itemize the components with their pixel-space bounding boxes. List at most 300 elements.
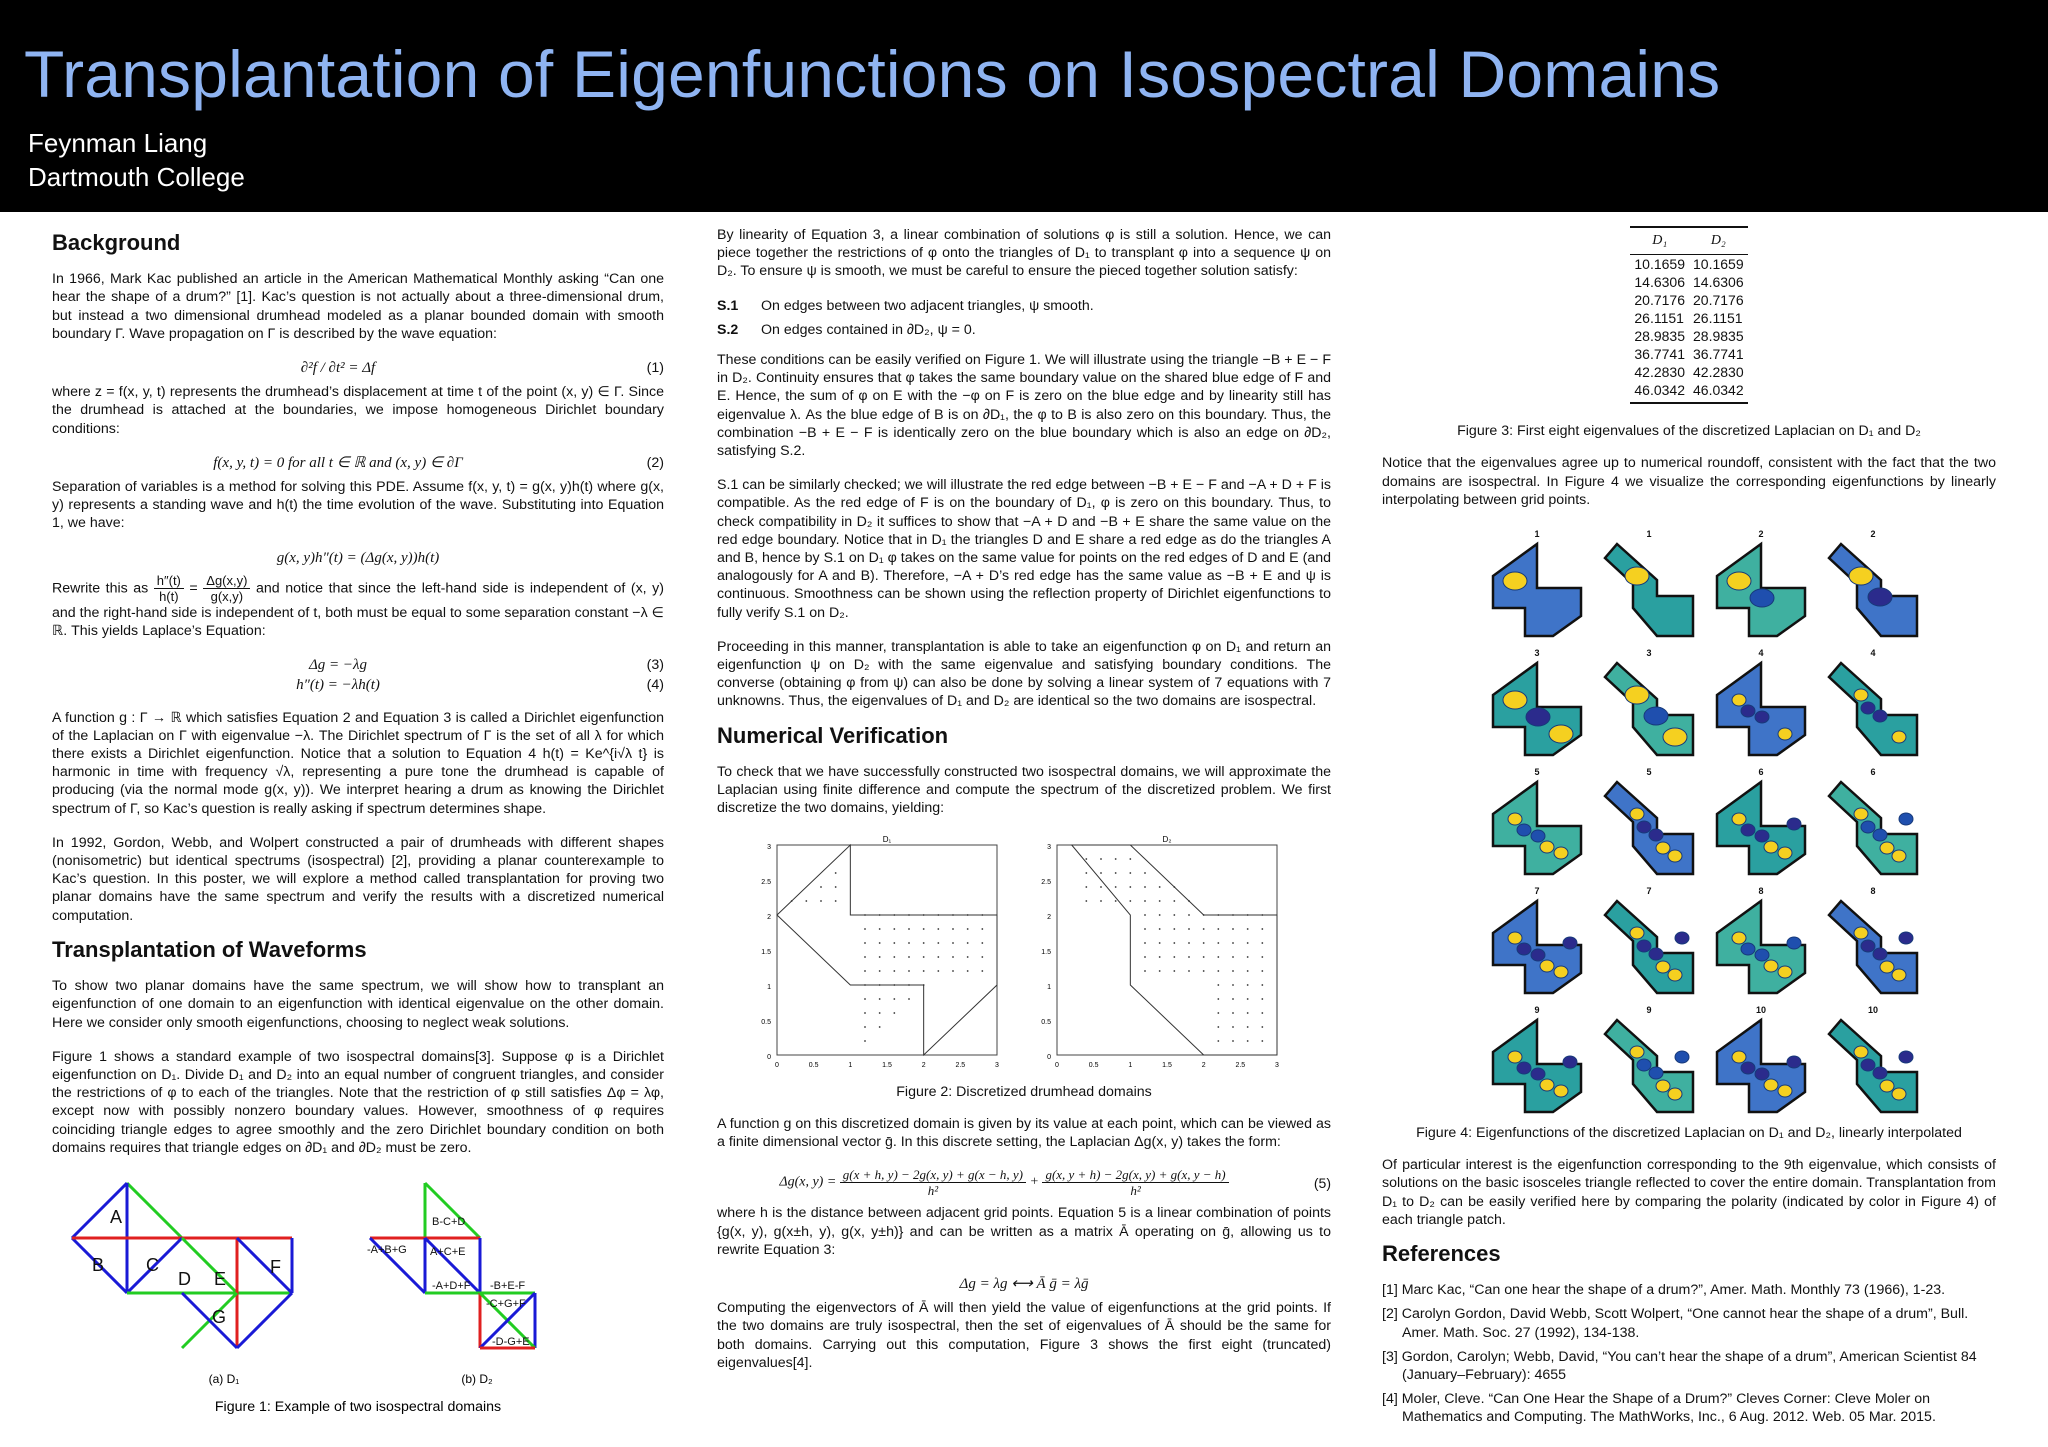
x-tick-label: 1 [848, 1062, 853, 1070]
eigenvalue-table-body [1630, 255, 1747, 404]
eigenfunction-plot [1818, 763, 1928, 878]
poster-title: Transplantation of Eigenfunctions on Isospectral Domains [24, 37, 1721, 111]
edge-blue [237, 1293, 292, 1348]
contour-blob [1755, 949, 1769, 961]
eigenfunction-index: 8 [1758, 886, 1764, 897]
grid-point [1144, 943, 1146, 945]
grid-point [1247, 985, 1249, 987]
fraction-numerator: g(x, y + h) − 2g(x, y) + g(x, y − h) [1042, 1167, 1228, 1183]
eigenfunction-index: 1 [1646, 529, 1652, 540]
triangle-label: A+C+E [430, 1245, 466, 1258]
contour-blob [1861, 940, 1875, 952]
rewrite-text: and notice that since the left-hand side is independent of (x, y) and the right-hand side is independent of t, both must be equal to some separation constant −λ ∈ ℝ. This yields Laplace’s Equation: [52, 580, 664, 640]
grid-point [893, 915, 895, 917]
equation-1-body: ∂²f / ∂t² = Δf [300, 360, 376, 377]
transplant-paragraph: Figure 1 shows a standard example of two isospectral domains[3]. Suppose φ is a Dirichlet eigenfunction on D₁. Divide D₁ and D₂ into an equal number of congruent triangles, and consider the restrictions of φ to each of the triangles. Note that the restriction of φ still satisfies Δφ = λφ, except now with possibly nonzero boundary values. However, smoothness of φ requires coinciding triangle edges to agree smoothly and the zero Dirichlet boundary condition on both domains requires that triangle edges on ∂D₁ and ∂D₂ must be zero. [52, 1048, 664, 1156]
grid-point [893, 957, 895, 959]
x-tick-label: 2.5 [1235, 1062, 1246, 1070]
x-tick-label: 2.5 [955, 1062, 966, 1070]
table-cell: 26.1151 [1693, 310, 1743, 327]
grid-point [1247, 1041, 1249, 1043]
fraction [840, 1167, 1026, 1198]
grid-point [923, 957, 925, 959]
grid-point [952, 957, 954, 959]
grid-point [864, 943, 866, 945]
contour-blob [1778, 966, 1792, 978]
figure-2 [717, 833, 1331, 1073]
contour-blob [1517, 1062, 1531, 1074]
edge-green [127, 1183, 182, 1238]
eigenfunction-plot [1482, 763, 1592, 878]
contour-blob [1531, 1068, 1545, 1080]
eigenfunction-heatmap [1821, 774, 1925, 878]
grid-point [879, 929, 881, 931]
x-tick-label: 3 [1275, 1062, 1279, 1070]
grid-point [981, 929, 983, 931]
eigenfunction-plot [1818, 882, 1928, 997]
background-paragraph: where z = f(x, y, t) represents the drumhead’s displacement at time t of the point (x, y) ∈ Γ. Since the drumhead is attached at the boundaries, we impose homogeneous Dirichlet boundary conditions: [52, 384, 664, 437]
grid-point [1144, 901, 1146, 903]
x-tick-label: 0.5 [808, 1062, 819, 1070]
equation-2 [52, 454, 664, 472]
eigenfunction-index: 7 [1534, 886, 1540, 897]
contour-blob [1861, 821, 1875, 833]
grid-point [1217, 943, 1219, 945]
grid-point [1217, 1027, 1219, 1029]
eigenfunction-plot [1594, 1001, 1704, 1116]
grid-point [1203, 957, 1205, 959]
contour-blob [1732, 813, 1746, 825]
grid-point [879, 999, 881, 1001]
equation-5-plus: + [1029, 1175, 1039, 1191]
figure-4-caption: Figure 4: Eigenfunctions of the discretized Laplacian on D₁ and D₂, linearly interpolated [1416, 1125, 1962, 1142]
y-tick-label: 3 [767, 844, 771, 852]
grid-point [864, 999, 866, 1001]
contour-blob [1778, 728, 1792, 740]
contour-blob [1892, 1088, 1906, 1100]
grid-point [908, 971, 910, 973]
contour-blob [1787, 818, 1801, 830]
x-tick-label: 1.5 [882, 1062, 892, 1070]
contour-blob [1554, 1085, 1568, 1097]
eigenfunction-plot [1706, 882, 1816, 997]
grid-point [1247, 915, 1249, 917]
x-tick-label: 3 [995, 1062, 999, 1070]
eigenfunction-plot [1706, 525, 1816, 640]
grid-point [1217, 1013, 1219, 1015]
table-cell: 36.7741 [1693, 346, 1744, 363]
contour-blob [1899, 932, 1913, 944]
grid-point [908, 943, 910, 945]
triangle-label: B-C+D [432, 1215, 466, 1228]
grid-point [864, 1041, 866, 1043]
table-cell: 42.2830 [1693, 364, 1744, 381]
contour-blob [1637, 821, 1651, 833]
grid-point [937, 929, 939, 931]
table-row [1630, 381, 1747, 403]
equation-5-body [717, 1167, 1291, 1198]
contour-blob [1741, 824, 1755, 836]
grid-point [864, 1013, 866, 1015]
grid-point [1203, 971, 1205, 973]
triangle-label: F [270, 1256, 281, 1277]
eigenvalue-table [1630, 226, 1747, 404]
contour-blob [1787, 937, 1801, 949]
eigenfunction-heatmap [1821, 893, 1925, 997]
contour-blob [1732, 1051, 1746, 1063]
equation-2-body: f(x, y, t) = 0 for all t ∈ ℝ and (x, y) ∈ ∂Γ [213, 454, 463, 471]
grid-point [1203, 943, 1205, 945]
eigenfunction-heatmap [1821, 536, 1925, 640]
grid-point [967, 943, 969, 945]
equation-separation-body: g(x, y)h″(t) = (Δg(x, y))h(t) [276, 549, 440, 566]
figure-1 [52, 1173, 664, 1423]
grid-point [1144, 971, 1146, 973]
condition-s2 [717, 321, 1331, 339]
table-row [1630, 273, 1747, 291]
grid-point [864, 915, 866, 917]
contour-blob [1517, 824, 1531, 836]
grid-point [864, 1027, 866, 1029]
grid-point [952, 929, 954, 931]
eigenfunction-heatmap [1597, 893, 1701, 997]
equation-4-body: h″(t) = −λh(t) [296, 677, 380, 694]
y-tick-label: 2.5 [1041, 879, 1051, 887]
condition-label: S.2 [717, 321, 739, 338]
reference-item: [2] Carolyn Gordon, David Webb, Scott Wolpert, “One cannot hear the shape of a drum”, Bull. Amer. Math. Soc. 27 (1992), 134-138. [1382, 1306, 1969, 1341]
grid-point [1232, 985, 1234, 987]
triangle-label: A [110, 1206, 123, 1227]
eigenfunction-heatmap [1821, 655, 1925, 759]
x-tick-label: 1 [1128, 1062, 1133, 1070]
grid-point [1232, 929, 1234, 931]
eigenfunction-index: 4 [1870, 648, 1876, 659]
contour-blob [1741, 943, 1755, 955]
figure-1b-domain [370, 1183, 535, 1348]
grid-point [923, 915, 925, 917]
equation-1 [52, 359, 664, 377]
grid-point [1232, 971, 1234, 973]
grid-point [1085, 887, 1087, 889]
contour-blob [1873, 710, 1887, 722]
grid-point [1261, 971, 1263, 973]
domain-outline [1605, 544, 1693, 636]
condition-label: S.1 [717, 297, 739, 314]
results-paragraph: Notice that the eigenvalues agree up to numerical roundoff, consistent with the fact that the two domains are isospectral. In Figure 4 we visualize the corresponding eigenfunctions by linearly interpolating between grid points. [1382, 455, 1996, 508]
grid-point [1159, 887, 1161, 889]
eigenfunction-index: 10 [1755, 1005, 1766, 1016]
grid-point [1085, 901, 1087, 903]
figure-1a-domain [72, 1183, 292, 1348]
fraction-denominator: h² [1130, 1183, 1141, 1199]
equation-6 [717, 1275, 1331, 1293]
grid-point [835, 901, 837, 903]
triangle-label: -D-G+E [492, 1335, 530, 1348]
contour-blob [1531, 830, 1545, 842]
contour-blob [1649, 829, 1663, 841]
grid-point [1247, 999, 1249, 1001]
contour-blob [1868, 588, 1892, 606]
grid-point [1261, 1027, 1263, 1029]
eigenfunction-index: 10 [1867, 1005, 1878, 1016]
eigenfunction-plot [1706, 1001, 1816, 1116]
table-row [1630, 255, 1747, 274]
grid-point [923, 971, 925, 973]
grid-point [1217, 971, 1219, 973]
table-cell: 36.7741 [1634, 346, 1685, 363]
contour-blob [1656, 842, 1670, 854]
column-left [52, 226, 664, 1428]
contour-blob [1764, 1079, 1778, 1091]
contour-blob [1526, 708, 1550, 726]
contour-blob [1675, 932, 1689, 944]
grid-point [1247, 943, 1249, 945]
contour-blob [1732, 932, 1746, 944]
transplant-paragraph: To show two planar domains have the same spectrum, we will show how to transplant an eigenfunction of one domain to an eigenfunction with identical eigenvalue on the other domain. Here we consider only smooth eigenfunctions, choosing to neglect weak solutions. [52, 978, 664, 1031]
grid-point [1115, 873, 1117, 875]
table-cell: 20.7176 [1693, 292, 1744, 309]
grid-point [1144, 929, 1146, 931]
grid-point [835, 887, 837, 889]
eigenfunction-heatmap [1709, 1012, 1813, 1116]
contour-blob [1755, 830, 1769, 842]
contour-blob [1503, 691, 1527, 709]
grid-point [1100, 887, 1102, 889]
reference-item: [3] Gordon, Carolyn; Webb, David, “You can’t hear the shape of a drum”, American Scientist 84 (January–February): 4655 [1382, 1348, 1977, 1384]
grid-point [1261, 929, 1263, 931]
contour-blob [1625, 686, 1649, 704]
grid-point [1159, 971, 1161, 973]
contour-blob [1656, 1080, 1670, 1092]
equation-5-lhs: Δg(x, y) = [779, 1175, 837, 1191]
grid-point [1129, 901, 1131, 903]
grid-point [1173, 957, 1175, 959]
edge-green [425, 1183, 480, 1238]
grid-point [1159, 901, 1161, 903]
figure-1b-sublabel: (b) D₂ [461, 1371, 493, 1386]
grid-point [1115, 901, 1117, 903]
eigenfunction-heatmap [1821, 1012, 1925, 1116]
contour-blob [1849, 567, 1873, 585]
background-paragraph: In 1992, Gordon, Webb, and Wolpert constructed a pair of drumheads with different shapes (nonisometric) but identical spectrums (isospectral) [2], providing a planar counterexample to Kac’s question. In this poster, we will explore a method called transplantation for proving two planar domains have the same spectrum and verify the results with a discretized numerical computation. [52, 834, 664, 924]
grid-point [937, 957, 939, 959]
eigenfunction-heatmap [1597, 1012, 1701, 1116]
eigenfunction-plot [1818, 644, 1928, 759]
x-tick-label: 0 [775, 1062, 779, 1070]
grid-point [1188, 929, 1190, 931]
grid-point [1173, 915, 1175, 917]
figure-1a-sublabel: (a) D₁ [208, 1371, 240, 1386]
eigenfunction-plot [1818, 525, 1928, 640]
grid-point [1232, 1027, 1234, 1029]
rewrite-text: Rewrite this as [52, 580, 149, 597]
triangle-label: -C+G+F [486, 1297, 526, 1310]
y-tick-label: 2.5 [761, 879, 771, 887]
equation-4 [52, 676, 664, 694]
table-row [1630, 309, 1747, 327]
grid-point [879, 915, 881, 917]
grid-point [967, 929, 969, 931]
eigenfunction-index: 6 [1870, 767, 1876, 778]
fraction-numerator: h″(t) [154, 573, 184, 589]
contour-blob [1649, 948, 1663, 960]
grid-point [893, 1013, 895, 1015]
condition-text: On edges contained in ∂D₂, ψ = 0. [761, 321, 976, 338]
contour-blob [1873, 948, 1887, 960]
grid-point [879, 1013, 881, 1015]
eigenfunction-index: 5 [1534, 767, 1540, 778]
contour-blob [1755, 1068, 1769, 1080]
contour-blob [1630, 1046, 1644, 1058]
grid-point [937, 943, 939, 945]
edge-blue [237, 1238, 292, 1293]
contour-blob [1892, 850, 1906, 862]
grid-point [1261, 1041, 1263, 1043]
eigenfunction-heatmap [1709, 893, 1813, 997]
grid-point [893, 929, 895, 931]
table-row [1630, 363, 1747, 381]
equation-3-number: (3) [646, 657, 664, 674]
grid-point [835, 873, 837, 875]
plot-title: D₂ [1162, 835, 1172, 845]
grid-point [1261, 999, 1263, 1001]
contour-blob [1531, 949, 1545, 961]
equation-4-number: (4) [646, 677, 664, 694]
contour-blob [1750, 589, 1774, 607]
triangle-label: G [212, 1306, 227, 1327]
eigenfunction-heatmap [1709, 774, 1813, 878]
reference-item: [1] Marc Kac, “Can one hear the shape of a drum?”, Amer. Math. Monthly 73 (1966), 1-23. [1382, 1282, 1946, 1299]
contour-blob [1732, 694, 1746, 706]
eigenfunction-index: 3 [1534, 648, 1540, 659]
grid-point [1247, 929, 1249, 931]
grid-point [1159, 929, 1161, 931]
column-right [1382, 226, 1996, 1433]
grid-point [1115, 887, 1117, 889]
domain-outline [1493, 782, 1581, 874]
contour-blob [1787, 1056, 1801, 1068]
contour-blob [1549, 725, 1573, 743]
contour-blob [1563, 1056, 1577, 1068]
grid-point [937, 971, 939, 973]
grid-point [1232, 915, 1234, 917]
y-tick-label: 0.5 [1041, 1019, 1051, 1027]
eigenfunction-plot [1482, 644, 1592, 759]
grid-point [1232, 957, 1234, 959]
grid-point [791, 901, 793, 903]
contour-blob [1668, 969, 1682, 981]
grid-point [1188, 957, 1190, 959]
contour-blob [1649, 1067, 1663, 1079]
contour-blob [1873, 1067, 1887, 1079]
figure-1b-labels [367, 1216, 530, 1348]
contour-blob [1625, 567, 1649, 585]
references-heading: References [1382, 1241, 1501, 1267]
contour-blob [1892, 969, 1906, 981]
grid-point [1247, 1027, 1249, 1029]
author-name: Feynman Liang [28, 128, 208, 158]
contour-blob [1554, 847, 1568, 859]
grid-point [923, 943, 925, 945]
eigenfunction-heatmap [1485, 893, 1589, 997]
grid-point [1100, 859, 1102, 861]
figure-4-grid [1482, 525, 1996, 1116]
grid-point [864, 957, 866, 959]
y-tick-label: 1.5 [761, 949, 771, 957]
eigenfunction-heatmap [1485, 774, 1589, 878]
contour-blob [1503, 572, 1527, 590]
eigenfunction-index: 3 [1646, 648, 1652, 659]
contour-blob [1764, 841, 1778, 853]
grid-point [1188, 943, 1190, 945]
equation-6-body: Δg = λg ⟷ Ā ḡ = λḡ [959, 1275, 1089, 1292]
grid-point [1085, 873, 1087, 875]
grid-point [1173, 901, 1175, 903]
contour-blob [1540, 960, 1554, 972]
grid-point [1232, 1013, 1234, 1015]
equation-3 [52, 656, 664, 674]
eigenfunction-plot [1594, 763, 1704, 878]
condition-text: On edges between two adjacent triangles, ψ smooth. [761, 297, 1094, 314]
eigenfunction-heatmap [1709, 655, 1813, 759]
grid-point [879, 957, 881, 959]
reference-item: [4] Moler, Cleve. “Can One Hear the Shape of a Drum?” Cleves Corner: Cleve Moler on Mathematics and Computing. The MathWorks, Inc., 6 Aug. 2012. Web. 05 Mar. 2015. [1382, 1391, 1936, 1426]
eigenfunction-plot [1706, 763, 1816, 878]
grid-point [1188, 901, 1190, 903]
contour-blob [1861, 1059, 1875, 1071]
triangle-label: E [214, 1268, 227, 1289]
grid-point [1085, 859, 1087, 861]
contour-blob [1854, 689, 1868, 701]
x-tick-label: 1.5 [1162, 1062, 1172, 1070]
eigenfunction-index: 9 [1534, 1005, 1540, 1016]
grid-point [1232, 943, 1234, 945]
domain-outline [1717, 663, 1805, 755]
table-cell: 26.1151 [1634, 310, 1684, 327]
contour-blob [1892, 731, 1906, 743]
contour-blob [1563, 937, 1577, 949]
table-cell: 10.1659 [1693, 256, 1744, 273]
eigenfunction-index: 9 [1646, 1005, 1652, 1016]
grid-point [1261, 1013, 1263, 1015]
grid-point [952, 943, 954, 945]
grid-point [981, 957, 983, 959]
title-banner [0, 0, 2048, 212]
y-tick-label: 3 [1047, 844, 1051, 852]
eigenfunction-plot [1594, 525, 1704, 640]
eigenfunction-plot [1482, 1001, 1592, 1116]
eigenfunction-index: 2 [1758, 529, 1764, 540]
grid-point [879, 943, 881, 945]
grid-point [893, 999, 895, 1001]
grid-point [879, 971, 881, 973]
contour-blob [1778, 1085, 1792, 1097]
grid-point [879, 1027, 881, 1029]
y-tick-label: 0 [1047, 1054, 1051, 1062]
contour-blob [1741, 1062, 1755, 1074]
table-row [1630, 291, 1747, 309]
contour-blob [1637, 1059, 1651, 1071]
figure-1-caption: Figure 1: Example of two isospectral domains [214, 1398, 502, 1415]
eigenfunction-heatmap [1709, 536, 1813, 640]
contour-blob [1508, 932, 1522, 944]
table-header: D₁ [1630, 227, 1689, 255]
grid-point [879, 985, 881, 987]
contour-blob [1663, 728, 1687, 746]
contour-blob [1854, 927, 1868, 939]
table-cell: 10.1659 [1634, 256, 1685, 273]
contour-blob [1727, 572, 1751, 590]
